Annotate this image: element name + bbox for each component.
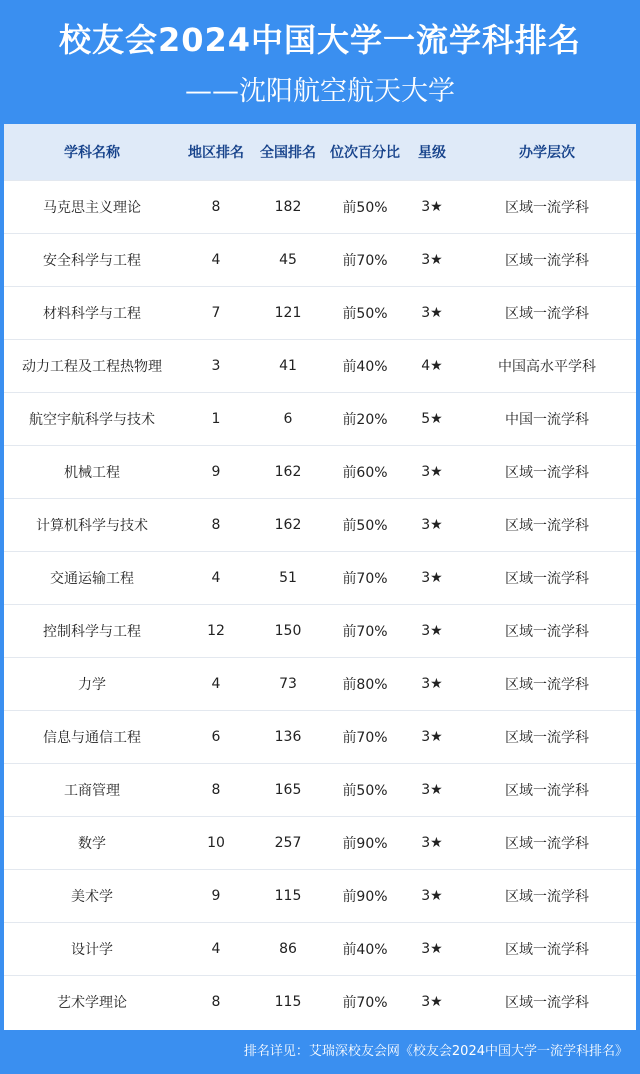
region-rank-cell: 4 xyxy=(211,941,221,957)
subject-cell: 马克思主义理论 xyxy=(43,200,141,216)
table-row xyxy=(4,710,636,763)
region-rank-cell: 4 xyxy=(211,676,221,692)
stars-cell: 3★ xyxy=(421,994,443,1010)
national-rank-cell: 162 xyxy=(274,464,302,480)
stars-cell: 3★ xyxy=(421,941,443,957)
stars-cell: 5★ xyxy=(421,411,443,427)
table-row xyxy=(4,339,636,392)
percentile-cell: 前60% xyxy=(342,465,388,481)
national-rank-cell: 136 xyxy=(274,729,302,745)
level-cell: 区域一流学科 xyxy=(505,995,589,1011)
national-rank-cell: 41 xyxy=(279,358,297,374)
subject-cell: 美术学 xyxy=(71,889,113,905)
region-rank-cell: 8 xyxy=(211,994,221,1010)
subject-cell: 材料科学与工程 xyxy=(43,306,141,322)
national-rank-cell: 150 xyxy=(274,623,302,639)
table-row xyxy=(4,180,636,233)
subject-cell: 计算机科学与技术 xyxy=(36,518,148,534)
column-header-region-rank: 地区排名 xyxy=(188,145,244,161)
national-rank-cell: 121 xyxy=(274,305,302,321)
table-row xyxy=(4,975,636,1028)
stars-cell: 3★ xyxy=(421,305,443,321)
table-row xyxy=(4,922,636,975)
percentile-cell: 前50% xyxy=(342,518,388,534)
subject-cell: 工商管理 xyxy=(64,783,120,799)
table-body xyxy=(4,180,636,1028)
percentile-cell: 前70% xyxy=(342,571,388,587)
table-row xyxy=(4,869,636,922)
region-rank-cell: 8 xyxy=(211,517,221,533)
region-rank-cell: 12 xyxy=(207,623,225,639)
stars-cell: 3★ xyxy=(421,623,443,639)
column-header-level: 办学层次 xyxy=(519,145,575,161)
national-rank-cell: 115 xyxy=(274,888,302,904)
national-rank-cell: 182 xyxy=(274,199,302,215)
level-cell: 区域一流学科 xyxy=(505,624,589,640)
region-rank-cell: 4 xyxy=(211,252,221,268)
region-rank-cell: 6 xyxy=(211,729,221,745)
stars-cell: 3★ xyxy=(421,252,443,268)
table-row xyxy=(4,445,636,498)
level-cell: 区域一流学科 xyxy=(505,306,589,322)
stars-cell: 3★ xyxy=(421,782,443,798)
national-rank-cell: 115 xyxy=(274,994,302,1010)
percentile-cell: 前70% xyxy=(342,995,388,1011)
stars-cell: 3★ xyxy=(421,464,443,480)
column-header-percentile: 位次百分比 xyxy=(330,145,400,161)
region-rank-cell: 10 xyxy=(207,835,225,851)
region-rank-cell: 7 xyxy=(211,305,221,321)
table-row xyxy=(4,604,636,657)
subject-cell: 航空宇航科学与技术 xyxy=(29,412,155,428)
ranking-table xyxy=(4,124,636,1030)
percentile-cell: 前90% xyxy=(342,836,388,852)
stars-cell: 3★ xyxy=(421,888,443,904)
percentile-cell: 前70% xyxy=(342,624,388,640)
national-rank-cell: 45 xyxy=(279,252,297,268)
source-note: 排名详见：艾瑞深校友会网《校友会2024中国大学一流学科排名》 xyxy=(243,1044,628,1059)
national-rank-cell: 165 xyxy=(274,782,302,798)
national-rank-cell: 73 xyxy=(279,676,297,692)
level-cell: 中国一流学科 xyxy=(505,412,589,428)
percentile-cell: 前50% xyxy=(342,306,388,322)
level-cell: 区域一流学科 xyxy=(505,730,589,746)
stars-cell: 3★ xyxy=(421,729,443,745)
table-row xyxy=(4,233,636,286)
percentile-cell: 前40% xyxy=(342,359,388,375)
subject-cell: 动力工程及工程热物理 xyxy=(22,359,162,375)
subject-cell: 信息与通信工程 xyxy=(43,730,141,746)
region-rank-cell: 8 xyxy=(211,782,221,798)
national-rank-cell: 6 xyxy=(283,411,293,427)
region-rank-cell: 3 xyxy=(211,358,221,374)
national-rank-cell: 162 xyxy=(274,517,302,533)
table-row xyxy=(4,657,636,710)
level-cell: 区域一流学科 xyxy=(505,518,589,534)
percentile-cell: 前20% xyxy=(342,412,388,428)
column-header-national-rank: 全国排名 xyxy=(260,145,316,161)
subject-cell: 控制科学与工程 xyxy=(43,624,141,640)
subject-cell: 安全科学与工程 xyxy=(43,253,141,269)
percentile-cell: 前70% xyxy=(342,730,388,746)
region-rank-cell: 4 xyxy=(211,570,221,586)
subject-cell: 交通运输工程 xyxy=(50,571,134,587)
table-row xyxy=(4,286,636,339)
level-cell: 区域一流学科 xyxy=(505,942,589,958)
table-row xyxy=(4,763,636,816)
subject-cell: 数学 xyxy=(78,836,106,852)
column-header-subject: 学科名称 xyxy=(64,145,120,161)
stars-cell: 3★ xyxy=(421,835,443,851)
stars-cell: 3★ xyxy=(421,199,443,215)
page-subtitle: ——沈阳航空航天大学 xyxy=(185,76,455,107)
level-cell: 区域一流学科 xyxy=(505,200,589,216)
percentile-cell: 前50% xyxy=(342,783,388,799)
region-rank-cell: 8 xyxy=(211,199,221,215)
level-cell: 中国高水平学科 xyxy=(498,359,596,375)
stars-cell: 4★ xyxy=(421,358,443,374)
level-cell: 区域一流学科 xyxy=(505,783,589,799)
stars-cell: 3★ xyxy=(421,570,443,586)
level-cell: 区域一流学科 xyxy=(505,677,589,693)
region-rank-cell: 9 xyxy=(211,464,221,480)
level-cell: 区域一流学科 xyxy=(505,889,589,905)
region-rank-cell: 1 xyxy=(211,411,221,427)
subject-cell: 艺术学理论 xyxy=(57,995,127,1011)
level-cell: 区域一流学科 xyxy=(505,571,589,587)
percentile-cell: 前90% xyxy=(342,889,388,905)
column-header-stars: 星级 xyxy=(418,145,446,161)
table-row xyxy=(4,816,636,869)
table-row xyxy=(4,551,636,604)
national-rank-cell: 257 xyxy=(274,835,302,851)
percentile-cell: 前80% xyxy=(342,677,388,693)
national-rank-cell: 51 xyxy=(279,570,297,586)
level-cell: 区域一流学科 xyxy=(505,253,589,269)
subject-cell: 机械工程 xyxy=(64,465,120,481)
subject-cell: 力学 xyxy=(78,677,106,693)
level-cell: 区域一流学科 xyxy=(505,836,589,852)
percentile-cell: 前70% xyxy=(342,253,388,269)
stars-cell: 3★ xyxy=(421,517,443,533)
region-rank-cell: 9 xyxy=(211,888,221,904)
national-rank-cell: 86 xyxy=(279,941,297,957)
level-cell: 区域一流学科 xyxy=(505,465,589,481)
stars-cell: 3★ xyxy=(421,676,443,692)
percentile-cell: 前40% xyxy=(342,942,388,958)
percentile-cell: 前50% xyxy=(342,200,388,216)
table-header-row xyxy=(4,124,636,180)
table-row xyxy=(4,392,636,445)
table-row xyxy=(4,498,636,551)
subject-cell: 设计学 xyxy=(71,942,113,958)
page-title: 校友会2024中国大学一流学科排名 xyxy=(58,21,582,59)
